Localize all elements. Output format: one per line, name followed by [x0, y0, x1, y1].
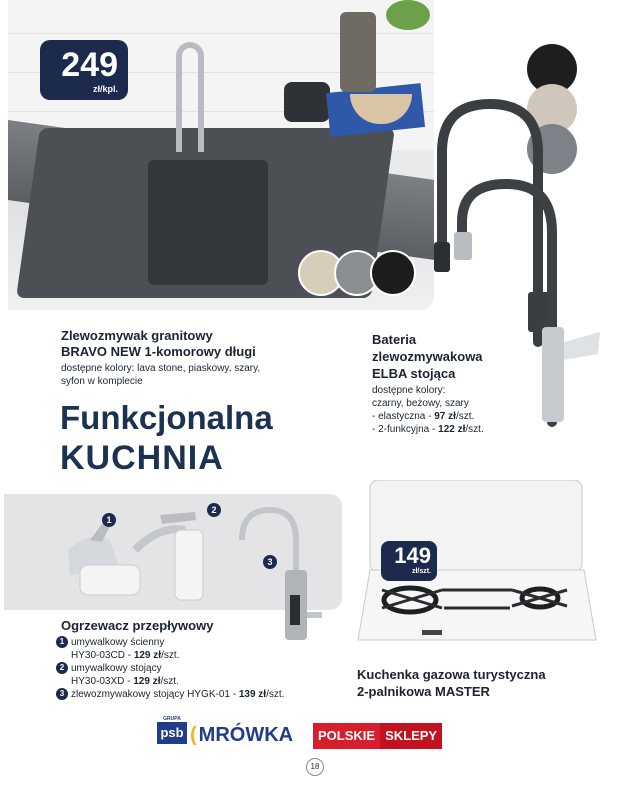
heater-marker-1: 1 [102, 513, 116, 527]
heater-marker-2: 2 [207, 503, 221, 517]
heater-marker-3: 3 [263, 555, 277, 569]
sink-desc-line1: dostępne kolory: lava stone, piaskowy, szary, [61, 363, 261, 374]
chrome-faucet [176, 42, 204, 152]
stove-price: 149 [394, 543, 431, 568]
sink-title-line2: BRAVO NEW 1-komorowy długi [61, 344, 256, 359]
psb-logo-text: psb [157, 722, 187, 744]
heater-item3-price: 139 zł [238, 689, 267, 700]
sink-swatch-black [370, 250, 416, 296]
faucet-title-line1: Bateria [372, 332, 417, 347]
faucet-desc-line2: czarny, beżowy, szary [372, 398, 469, 409]
sink-price: 249 [61, 46, 118, 84]
faucet-option-elastic-name: - elastyczna - [372, 411, 435, 422]
polskie-sklepy-logo [313, 723, 442, 749]
stove-title-line2: 2-palnikowa MASTER [357, 684, 490, 699]
heater-item2-name: umywalkowy stojący [71, 663, 162, 674]
stove-title-line1: Kuchenka gazowa turystyczna [357, 667, 546, 682]
faucet-option-elastic-price: 97 zł [434, 411, 456, 422]
headline-line1: Funkcjonalna [60, 399, 273, 436]
faucet-desc-line1: dostępne kolory: [372, 385, 446, 396]
mrowka-swoosh-icon: ( [190, 724, 197, 746]
heater-item1-price: 129 zł [133, 650, 162, 661]
heater-item1-model: HY30-03CD - [71, 650, 134, 661]
headline-line2: KUCHNIA [60, 439, 224, 477]
faucet-option-2func-price: 122 zł [438, 424, 466, 435]
faucet-option-2func [372, 423, 484, 436]
faucet-option-2func-name: - 2-funkcyjna - [372, 424, 439, 435]
faucet-option-elastic-unit: /szt. [455, 411, 475, 422]
psb-logo [157, 716, 187, 744]
heater-list-marker-1: 1 [56, 636, 68, 648]
heater-item2-price: 129 zł [133, 676, 161, 687]
kettle [284, 82, 330, 122]
psb-logo-top: GRUPA [163, 716, 181, 722]
sink-price-badge [40, 40, 128, 100]
heater-item2-model: HY30-03XD - [71, 676, 134, 687]
sink-bowl [148, 160, 268, 285]
stove-price-badge [381, 541, 437, 581]
stove-price-unit: zł/szt. [411, 568, 431, 575]
heater-title: Ogrzewacz przepływowy [61, 618, 214, 633]
utensil-pot [340, 12, 376, 92]
heater-item3-name: zlewozmywakowy stojący HYGK-01 - [71, 689, 239, 700]
heater-list-marker-3: 3 [56, 688, 68, 700]
polskie-logo-text: POLSKIE [313, 723, 380, 749]
heater-item3-unit: /szt. [266, 689, 285, 700]
faucet-option-elastic [372, 410, 474, 423]
heater-item1-name: umywalkowy ścienny [71, 637, 165, 648]
mrowka-logo [190, 724, 293, 747]
faucet-title-line3: ELBA stojąca [372, 366, 456, 381]
sink-price-unit: zł/kpl. [92, 84, 118, 94]
sink-desc-line2: syfon w komplecie [61, 376, 143, 387]
sink-title-line1: Zlewozmywak granitowy [61, 328, 213, 343]
sklepy-logo-text: SKLEPY [380, 723, 442, 749]
plant [386, 0, 430, 30]
heater-item2-unit: /szt. [160, 676, 179, 687]
heater-list-marker-2: 2 [56, 662, 68, 674]
page-number: 18 [306, 758, 324, 776]
heater-item1-price-line [71, 649, 179, 662]
faucet-title-line2: zlewozmywakowa [372, 349, 483, 364]
faucet-option-2func-unit: /szt. [465, 424, 484, 435]
heater-item3-line [71, 688, 284, 701]
heater-item1-unit: /szt. [161, 650, 180, 661]
mrowka-logo-text: MRÓWKA [198, 724, 294, 746]
heater-item2-price-line [71, 675, 179, 688]
